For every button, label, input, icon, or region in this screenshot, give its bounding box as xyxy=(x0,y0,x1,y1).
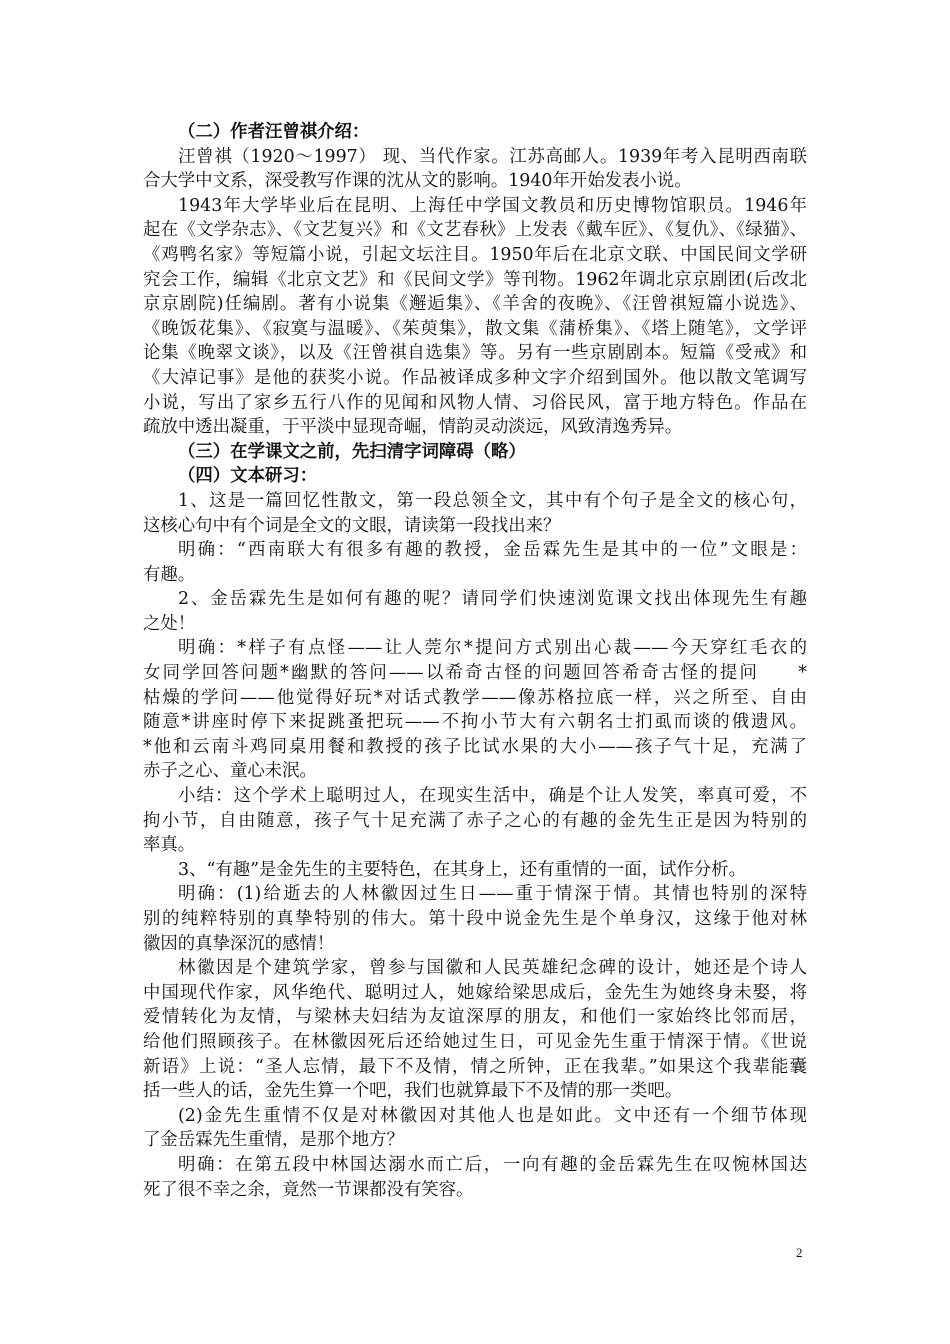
text-line: 1943年大学毕业后在昆明、上海任中学国文教员和历史博物馆职员。1946年 xyxy=(178,195,807,216)
text-line: 京京剧院)任编剧。著有小说集《邂逅集》、《羊舍的夜晚》、《汪曾祺短篇小说选》、 xyxy=(143,294,807,315)
section-heading: （四）文本研习： xyxy=(178,466,318,487)
text-line: 论集《晚翠文谈》，以及《汪曾祺自选集》等。另有一些京剧剧本。短篇《受戒》和 xyxy=(143,343,807,364)
text-line: 2、金岳霖先生是如何有趣的呢？请同学们快速浏览课文找出体现先生有趣 xyxy=(178,589,807,610)
text-line: 疏放中透出凝重，于平淡中显现奇崛，情韵灵动淡远，风致清逸秀异。 xyxy=(143,417,683,438)
text-line: 明确：*样子有点怪——让人莞尔*提问方式别出心裁——今天穿红毛衣的 xyxy=(178,638,807,659)
text-line: 死了很不幸之余，竟然一节课都没有笑容。 xyxy=(143,1179,474,1200)
text-line: 起在《文学杂志》、《文艺复兴》和《文艺春秋》上发表《戴车匠》、《复仇》、《绿猫》、 xyxy=(143,220,807,241)
text-line: 了金岳霖先生重情，是那个地方？ xyxy=(143,1130,404,1151)
text-line: 究会工作，编辑《北京文艺》和《民间文学》等刊物。1962年调北京京剧团(后改北 xyxy=(143,269,807,290)
text-line: 合大学中文系，深受教写作课的沈从文的影响。1940年开始发表小说。 xyxy=(143,171,692,192)
text-line: 拘小节，自由随意，孩子气十足充满了赤子之心的有趣的金先生正是因为特别的 xyxy=(143,810,807,831)
section-heading: （二）作者汪曾祺介绍： xyxy=(178,122,370,142)
document-body xyxy=(143,120,807,1202)
text-line: 《大淖记事》是他的获奖小说。作品被译成多种文字介绍到国外。他以散文笔调写 xyxy=(143,367,807,388)
text-line: 这核心句中有个词是全文的文眼，请读第一段找出来？ xyxy=(143,515,561,536)
text-line: 1、这是一篇回忆性散文，第一段总领全文，其中有个句子是全文的核心句， xyxy=(178,490,807,511)
text-line: 明确：在第五段中林国达溺水而亡后，一向有趣的金岳霖先生在叹惋林国达 xyxy=(178,1154,807,1175)
text-line: (2)金先生重情不仅是对林徽因对其他人也是如此。文中还有一个细节体现 xyxy=(178,1105,807,1126)
text-line: 3、“有趣”是金先生的主要特色，在其身上，还有重情的一面，试作分析。 xyxy=(178,859,746,880)
text-line: 小结：这个学术上聪明过人，在现实生活中，确是个让人发笑，率真可爱，不 xyxy=(178,786,807,807)
text-line: 有趣。 xyxy=(143,564,196,585)
text-line: 林徽因是个建筑学家，曾参与国徽和人民英雄纪念碑的设计，她还是个诗人 xyxy=(178,958,807,979)
text-line: 明确：“西南联大有很多有趣的教授，金岳霖先生是其中的一位”文眼是： xyxy=(178,540,807,561)
text-line: 率真。 xyxy=(143,835,196,856)
text-line: 徽因的真挚深沉的感情！ xyxy=(143,933,335,954)
text-line: 小说，写出了家乡五行八作的见闻和风物人情、习俗民风，富于地方特色。作品在 xyxy=(143,392,807,413)
text-line: 中国现代作家，风华绝代、聪明过人，她嫁给梁思成后，金先生为她终身未娶，将 xyxy=(143,982,807,1003)
text-line: 括一些人的话，金先生算一个吧，我们也就算最下不及情的那一类吧。 xyxy=(143,1081,683,1102)
section-heading: （三）在学课文之前，先扫清字词障碍（略） xyxy=(178,441,526,462)
text-line: 《鸡鸭名家》等短篇小说，引起文坛注目。1950年后在北京文联、中国民间文学研 xyxy=(143,244,807,265)
text-line: 之处！ xyxy=(143,613,196,634)
text-line: 新语》上说：“圣人忘情，最下不及情，情之所钟，正在我辈。”如果这个我辈能囊 xyxy=(143,1056,807,1077)
text-line: 爱情转化为友情，与梁林夫妇结为友谊深厚的朋友，和他们一家始终比邻而居， xyxy=(143,1007,807,1028)
text-line: 别的纯粹特别的真挚特别的伟大。第十段中说金先生是个单身汉，这缘于他对林 xyxy=(143,909,807,929)
text-line: 给他们照顾孩子。在林徽因死后还给她过生日，可见金先生重于情深于情。《世说 xyxy=(143,1031,807,1052)
text-line: 《晚饭花集》、《寂寞与温暖》、《茱萸集》，散文集《蒲桥集》、《塔上随笔》，文学评 xyxy=(143,318,807,339)
text-line: 枯燥的学问——他觉得好玩*对话式教学——像苏格拉底一样，兴之所至、自由 xyxy=(143,687,807,708)
text-line: 汪曾祺（1920～1997） 现、当代作家。江苏高邮人。1939年考入昆明西南联 xyxy=(178,146,807,167)
text-line: 赤子之心、童心未泯。 xyxy=(143,761,317,782)
text-line: 随意*讲座时停下来捉跳蚤把玩——不拘小节大有六朝名士扪虱而谈的俄遗风。 xyxy=(143,712,807,733)
page-number: 2 xyxy=(796,1245,803,1260)
text-line: 明确：(1)给逝去的人林徽因过生日——重于情深于情。其情也特别的深特 xyxy=(178,884,807,905)
text-line: 女同学回答问题*幽默的答问——以希奇古怪的问题回答希奇古怪的提问 * xyxy=(143,663,807,684)
text-line: *他和云南斗鸡同桌用餐和教授的孩子比试水果的大小——孩子气十足，充满了 xyxy=(143,736,807,757)
